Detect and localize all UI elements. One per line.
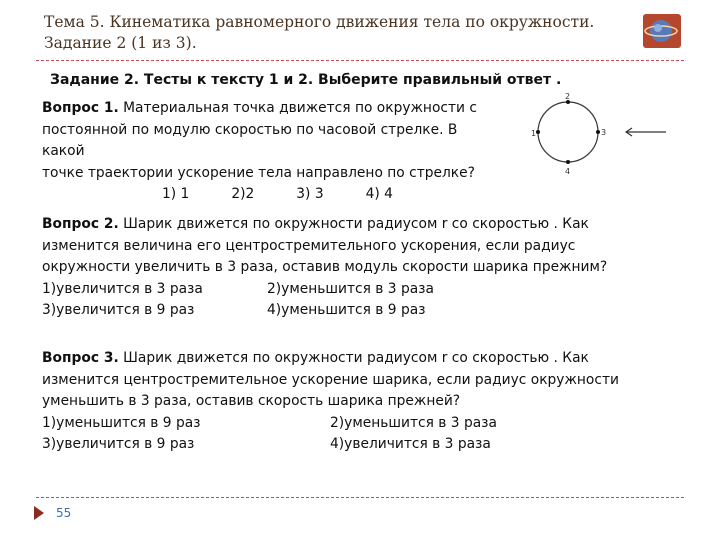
point-3-dot [596, 130, 600, 134]
question-1-line3: точке траектории ускорение тела направлено по стрелке? [42, 164, 475, 181]
question-2-option-2[interactable]: 2)уменьшится в 3 раза [267, 280, 434, 297]
question-2-option-3[interactable]: 3)увеличится в 9 раз [42, 302, 195, 318]
question-2-label: Вопрос 2. [42, 216, 119, 232]
question-3-line1: Шарик движется по окружности радиусом r со скоростью . Как [118, 350, 589, 366]
question-1 [42, 98, 502, 206]
question-3 [42, 348, 682, 456]
page-number: 55 [56, 506, 72, 520]
question-1-option-2[interactable]: 2)2 [231, 186, 255, 202]
point-1-dot [536, 130, 540, 134]
question-2-option-1[interactable]: 1)увеличится в 3 раза [42, 280, 203, 297]
question-2-line3: окружности увеличить в 3 раза, оставив модуль скорости шарика прежним? [42, 259, 608, 275]
question-3-line3: уменьшить в 3 раза, оставив скорость шарика прежней? [42, 393, 461, 409]
point-1-label: 1 [531, 129, 537, 138]
question-2 [42, 214, 682, 322]
question-2-line2: изменится величина его центростремительного ускорения, если радиус [42, 237, 576, 254]
question-3-option-2[interactable]: 2)уменьшится в 3 раза [330, 414, 497, 431]
question-3-option-4[interactable]: 4)увеличится в 3 раза [330, 436, 491, 452]
question-1-options [42, 184, 502, 206]
header-divider [36, 60, 684, 61]
question-2-option-4[interactable]: 4)уменьшится в 9 раз [267, 302, 426, 318]
trajectory-circle [538, 102, 598, 162]
question-3-option-3[interactable]: 3)увеличится в 9 раз [42, 436, 195, 452]
footer-triangle-icon [34, 506, 44, 520]
arrow-left-icon [626, 128, 666, 136]
slide-title-line2: Задание 2 (1 из 3). [44, 34, 197, 52]
question-3-label: Вопрос 3. [42, 350, 119, 366]
task-label: Задание 2. [50, 72, 140, 88]
question-1-option-3[interactable]: 3) 3 [296, 186, 324, 202]
task-heading [50, 70, 561, 90]
question-2-line1: Шарик движется по окружности радиусом r со скоростью . Как [118, 216, 589, 232]
point-2-label: 2 [565, 92, 571, 101]
point-3-label: 3 [601, 128, 607, 137]
slide-title-line1: Тема 5. Кинематика равномерного движения тела по окружности. [44, 13, 595, 31]
question-1-line1: Материальная точка движется по окружности с [118, 100, 477, 116]
slide-title [44, 12, 624, 54]
question-1-label: Вопрос 1. [42, 100, 119, 116]
question-1-option-1[interactable]: 1) 1 [162, 186, 190, 202]
circle-trajectory-diagram [530, 92, 710, 178]
planet-logo-icon [643, 14, 681, 48]
point-4-label: 4 [565, 167, 571, 176]
task-text: Тесты к тексту 1 и 2. Выберите правильный ответ . [139, 72, 562, 88]
footer-divider [36, 497, 684, 498]
point-4-dot [566, 160, 570, 164]
question-3-option-1[interactable]: 1)уменьшится в 9 раз [42, 414, 201, 431]
question-1-line2: постоянной по модулю скоростью по часовой стрелке. В какой [42, 121, 458, 159]
question-3-line2: изменится центростремительное ускорение шарика, если радиус окружности [42, 371, 619, 388]
question-1-option-4[interactable]: 4) 4 [365, 186, 393, 202]
